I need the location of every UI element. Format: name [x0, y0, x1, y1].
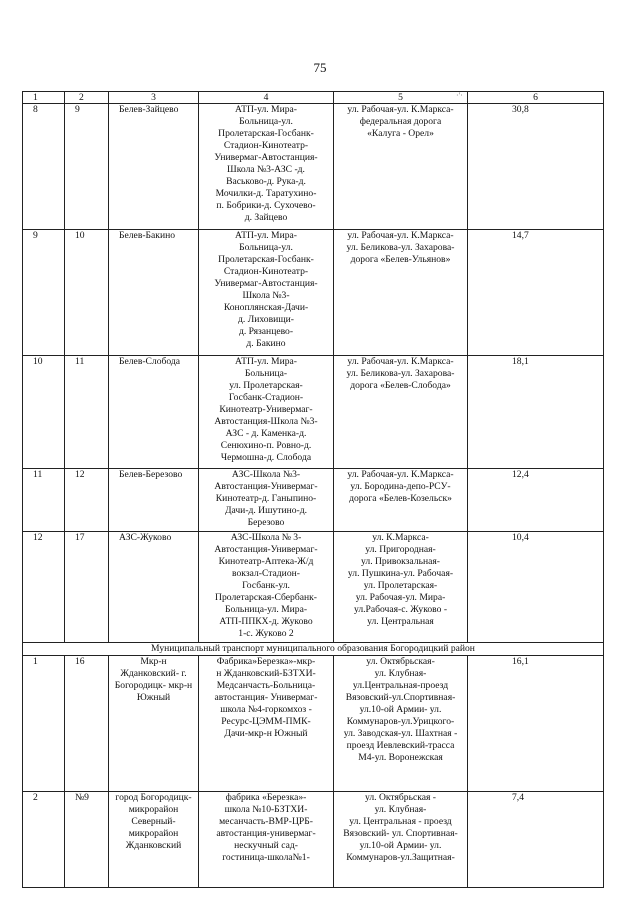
route-length: 16,1	[468, 656, 604, 792]
route-streets: ул. Рабочая-ул. К.Маркса- ул. Беликова-ул. Захарова- дорога «Белев-Ульянов»	[334, 230, 468, 356]
table-row	[23, 356, 604, 469]
col-header-2: 2	[65, 92, 109, 104]
route-number: 17	[65, 532, 109, 643]
route-length: 30,8	[468, 104, 604, 230]
table-row	[23, 532, 604, 643]
route-streets: ул. Октябрьская- ул. Клубная- ул.Центральная-проезд Вязовский-ул.Спортивная- ул.10-ой Армии- ул. Коммунаров-ул.Урицкого- ул. Заводская-ул. Шахтная - проезд Иевлевский-трасса М4-ул. Воронежская	[334, 656, 468, 792]
route-name: АЗС-Жуково	[109, 532, 199, 643]
route-number: 9	[65, 104, 109, 230]
row-index: 2	[23, 792, 65, 888]
col-header-3: 3	[109, 92, 199, 104]
route-streets: ул. К.Маркса- ул. Пригородная- ул. Привокзальная- ул. Пушкина-ул. Рабочая- ул. Пролетарская- ул. Рабочая-ул. Мира- ул.Рабочая-с. Жуково - ул. Центральная	[334, 532, 468, 643]
row-index: 8	[23, 104, 65, 230]
section-title: Муниципальный транспорт муниципального образования Богородицкий район	[23, 643, 604, 656]
route-stops: фабрика «Березка»- школа №10-БЗТХИ- месанчасть-ВМР-ЦРБ- автостанция-универмаг- нескучный сад- гостиница-школа№1-	[199, 792, 334, 888]
route-length: 18,1	[468, 356, 604, 469]
col-header-1: 1	[23, 92, 65, 104]
route-name: город Богородицк- микрорайон Северный- микрорайон Жданковский	[109, 792, 199, 888]
col-header-5: 5	[334, 92, 468, 104]
table-row	[23, 792, 604, 888]
route-name: Мкр-н Жданковский- г. Богородицк- мкр-н Южный	[109, 656, 199, 792]
scan-speck: ·'·	[456, 91, 463, 100]
row-index: 11	[23, 469, 65, 532]
section-header-row	[23, 643, 604, 656]
route-streets: ул. Октябрьская - ул. Клубная- ул. Центральная - проезд Вязовский- ул. Спортивная- ул.10-ой Армии- ул. Коммунаров-ул.Защитная-	[334, 792, 468, 888]
route-stops: Фабрика»Березка»-мкр- н Жданковский-БЗТХИ- Медсанчасть-Больница- автостанция- Универмаг- школа №4-горкомхоз - Ресурс-ЦЭММ-ПМК- Дачи-мкр-н Южный	[199, 656, 334, 792]
row-index: 1	[23, 656, 65, 792]
route-stops: АТП-ул. Мира- Больница-ул. Пролетарская-Госбанк- Стадион-Кинотеатр- Универмаг-Автостанция- Школа №3-АЗС -д. Васьково-д. Рука-д. Мочилки-д. Таратухино- п. Бобрики-д. Сухочево- д. Зайцево	[199, 104, 334, 230]
route-number: 10	[65, 230, 109, 356]
row-index: 12	[23, 532, 65, 643]
route-length: 10,4	[468, 532, 604, 643]
route-streets: ул. Рабочая-ул. К.Маркса- ул. Бородина-депо-РСУ- дорога «Белев-Козельск»	[334, 469, 468, 532]
page-number: 75	[313, 60, 327, 75]
column-number-row	[23, 92, 604, 104]
route-name: Белев-Березово	[109, 469, 199, 532]
row-index: 9	[23, 230, 65, 356]
route-name: Белев-Бакино	[109, 230, 199, 356]
route-length: 14,7	[468, 230, 604, 356]
route-length: 7,4	[468, 792, 604, 888]
route-name: Белев-Зайцево	[109, 104, 199, 230]
table-row	[23, 656, 604, 792]
route-number: №9	[65, 792, 109, 888]
route-streets: ул. Рабочая-ул. К.Маркса- федеральная дорога «Калуга - Орел»	[334, 104, 468, 230]
routes-table	[22, 91, 604, 888]
route-name: Белев-Слобода	[109, 356, 199, 469]
route-stops: АЗС-Школа №3- Автостанция-Универмаг- Кинотеатр-д. Ганыпино- Дачи-д. Ишутино-д. Березово	[199, 469, 334, 532]
route-stops: АЗС-Школа № 3- Автостанция-Универмаг- Кинотеатр-Аптека-Ж/д вокзал-Стадион- Госбанк-ул. Пролетарская-Сбербанк- Больница-ул. Мира- АТП-ППКХ-д. Жуково 1-с. Жуково 2	[199, 532, 334, 643]
col-header-6: 6	[468, 92, 604, 104]
row-index: 10	[23, 356, 65, 469]
route-stops: АТП-ул. Мира- Больница- ул. Пролетарская- Госбанк-Стадион- Кинотеатр-Универмаг- Автостанция-Школа №3- АЗС - д. Каменка-д. Сенюхино-п. Ровно-д. Чермошна-д. Слобода	[199, 356, 334, 469]
route-stops: АТП-ул. Мира- Больница-ул. Пролетарская-Госбанк- Стадион-Кинотеатр- Универмаг-Автостанция- Школа №3- Коноплянская-Дачи- д. Лиховищи- д. Рязанцево- д. Бакино	[199, 230, 334, 356]
route-number: 16	[65, 656, 109, 792]
route-number: 11	[65, 356, 109, 469]
table-row	[23, 469, 604, 532]
route-streets: ул. Рабочая-ул. К.Маркса- ул. Беликова-ул. Захарова- дорога «Белев-Слобода»	[334, 356, 468, 469]
table-row	[23, 230, 604, 356]
table-row	[23, 104, 604, 230]
col-header-4: 4	[199, 92, 334, 104]
route-number: 12	[65, 469, 109, 532]
route-length: 12,4	[468, 469, 604, 532]
